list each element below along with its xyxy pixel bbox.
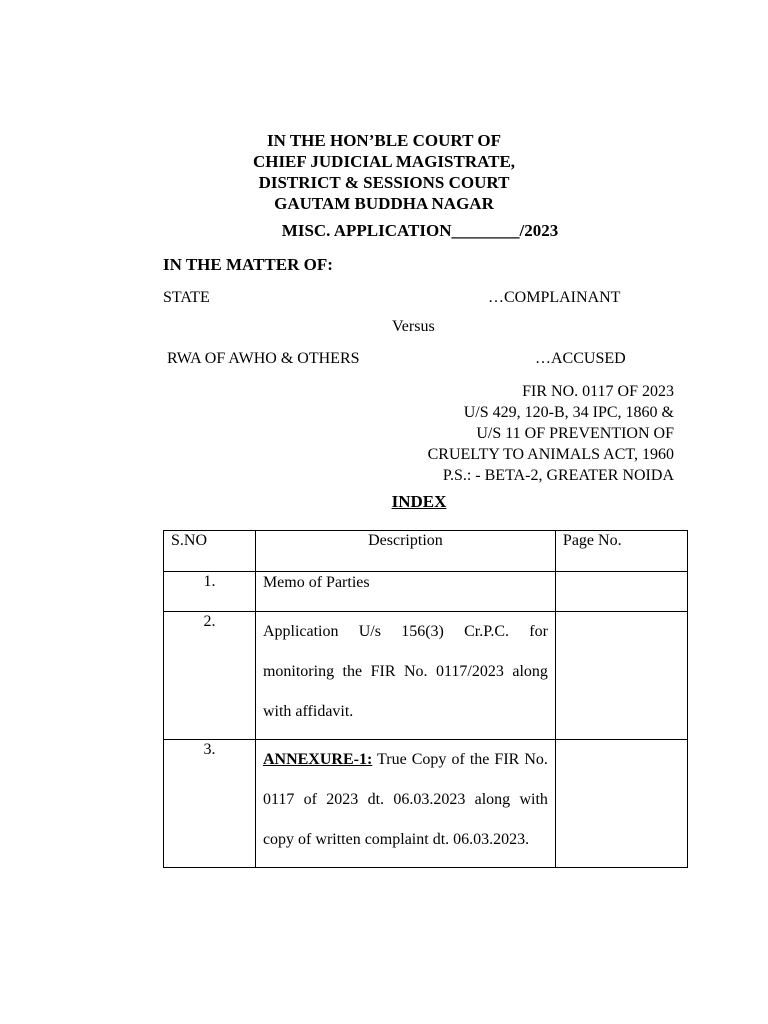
row-page-no (555, 740, 687, 868)
row-description-text: True Copy of the FIR No. 0117 of 2023 dt. 06.03.2023 along with copy of written complaint dt. 06.03.2023. (262, 751, 548, 848)
row-description-text: Application U/s 156(3) Cr.P.C. for monitoring the FIR No. 0117/2023 along with affidavit. (262, 623, 548, 720)
annexure-label: ANNEXURE-1: (262, 751, 373, 768)
table-row (164, 740, 688, 868)
row-description: Memo of Parties (255, 572, 555, 612)
row-page-no (555, 572, 687, 612)
table-row (164, 612, 688, 740)
row-sno: 2. (164, 612, 256, 740)
court-heading-line-2: CHIEF JUDICIAL MAGISTRATE, (252, 152, 516, 171)
court-heading (0, 130, 768, 214)
complainant-role: …COMPLAINANT (488, 289, 621, 306)
row-description (255, 740, 555, 868)
fir-details (428, 381, 674, 486)
fir-act-line-2: CRUELTY TO ANIMALS ACT, 1960 (427, 446, 674, 463)
header-sno: S.NO (164, 531, 256, 572)
header-page-no: Page No. (555, 531, 687, 572)
fir-sections: U/S 429, 120-B, 34 IPC, 1860 & (463, 404, 674, 421)
fir-act-line-1: U/S 11 OF PREVENTION OF (476, 425, 674, 442)
versus-label: Versus (392, 318, 435, 335)
accused-name: RWA OF AWHO & OTHERS (167, 350, 360, 367)
index-table (163, 530, 688, 868)
index-title: INDEX (391, 492, 447, 511)
court-heading-line-4: GAUTAM BUDDHA NAGAR (274, 194, 494, 213)
row-sno: 3. (164, 740, 256, 868)
table-row (164, 572, 688, 612)
row-sno: 1. (164, 572, 256, 612)
complainant-name: STATE (163, 289, 210, 306)
fir-number: FIR NO. 0117 OF 2023 (522, 383, 674, 400)
police-station: P.S.: - BETA-2, GREATER NOIDA (442, 467, 674, 484)
row-page-no (555, 612, 687, 740)
table-header-row (164, 531, 688, 572)
accused-role: …ACCUSED (535, 350, 626, 367)
misc-application-number: MISC. APPLICATION________/2023 (281, 221, 559, 240)
row-description (255, 612, 555, 740)
header-description: Description (255, 531, 555, 572)
court-heading-line-3: DISTRICT & SESSIONS COURT (258, 173, 510, 192)
matter-label: IN THE MATTER OF: (163, 255, 333, 274)
court-heading-line-1: IN THE HON’BLE COURT OF (267, 131, 501, 150)
